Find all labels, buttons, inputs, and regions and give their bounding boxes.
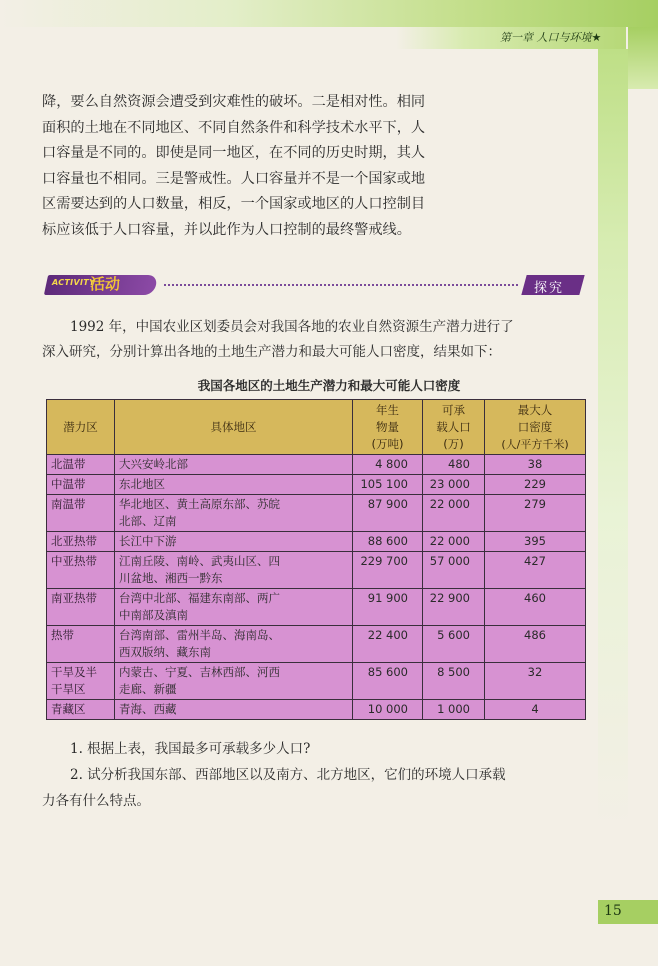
cell-biomass: 91 900 xyxy=(353,589,423,626)
questions xyxy=(42,736,602,814)
cell-zone xyxy=(47,700,115,720)
cell-zone-line: 干旱及半 xyxy=(51,665,97,679)
cell-biomass: 105 100 xyxy=(353,475,423,495)
cell-biomass: 87 900 xyxy=(353,495,423,532)
side-band xyxy=(598,49,628,829)
table-body xyxy=(47,455,586,720)
cell-area-line: 中南部及滇南 xyxy=(119,608,188,622)
cell-density: 229 xyxy=(485,475,586,495)
cell-density: 427 xyxy=(485,552,586,589)
header-zone: 潜力区 xyxy=(47,400,115,455)
cell-area xyxy=(115,475,353,495)
cell-area xyxy=(115,495,353,532)
cell-density: 279 xyxy=(485,495,586,532)
table-row xyxy=(47,552,586,589)
cell-area-line: 大兴安岭北部 xyxy=(119,457,188,471)
header-capacity-line: 载人口 xyxy=(436,419,471,434)
cell-biomass: 88 600 xyxy=(353,532,423,552)
table-row xyxy=(47,495,586,532)
cell-zone-line: 干旱区 xyxy=(51,682,86,696)
table-row xyxy=(47,663,586,700)
cell-area-line: 西双版纳、藏东南 xyxy=(119,645,211,659)
cell-density: 32 xyxy=(485,663,586,700)
cell-capacity: 22 900 xyxy=(423,589,485,626)
header-density-line: 口密度 xyxy=(517,419,553,434)
cell-zone-line: 青藏区 xyxy=(51,702,86,716)
cell-density: 460 xyxy=(485,589,586,626)
cell-area-line: 台湾南部、雷州半岛、海南岛、 xyxy=(119,628,280,642)
header-band xyxy=(0,0,658,27)
cell-capacity: 1 000 xyxy=(423,700,485,720)
activity-label-zh: 活动 xyxy=(90,275,121,293)
cell-capacity: 23 000 xyxy=(423,475,485,495)
table-row xyxy=(47,475,586,495)
paragraph-line: 口容量也不相同。三是警戒性。人口容量并不是一个国家或地 xyxy=(42,170,426,187)
cell-capacity: 57 000 xyxy=(423,552,485,589)
cell-area-line: 长江中下游 xyxy=(119,534,177,548)
intro-line: 深入研究，分别计算出各地的土地生产潜力和最大可能人口密度，结果如下： xyxy=(42,344,501,360)
cell-biomass: 4 800 xyxy=(353,455,423,475)
cell-zone-line: 南温带 xyxy=(51,497,86,511)
activity-tag: 探究 xyxy=(534,281,565,296)
cell-area-line: 内蒙古、宁夏、吉林西部、河西 xyxy=(119,665,280,679)
table-row xyxy=(47,532,586,552)
cell-area xyxy=(115,589,353,626)
cell-zone xyxy=(47,626,115,663)
cell-area-line: 川盆地、湘西一黔东 xyxy=(119,571,223,585)
cell-area xyxy=(115,552,353,589)
cell-capacity: 5 600 xyxy=(423,626,485,663)
cell-capacity: 8 500 xyxy=(423,663,485,700)
paragraph-line: 标应该低于人口容量，并以此作为人口控制的最终警戒线。 xyxy=(42,221,411,238)
paragraph-line: 口容量是不同的。即使是同一地区，在不同的历史时期，其人 xyxy=(42,145,426,161)
cell-area-line: 东北地区 xyxy=(119,477,165,491)
cell-biomass: 229 700 xyxy=(353,552,423,589)
activity-banner xyxy=(46,272,586,298)
cell-area xyxy=(115,626,353,663)
cell-density: 38 xyxy=(485,455,586,475)
table-row xyxy=(47,700,586,720)
intro-line: 1992 年，中国农业区划委员会对我国各地的农业自然资源生产潜力进行了 xyxy=(70,319,514,335)
cell-zone xyxy=(47,455,115,475)
cell-density: 395 xyxy=(485,532,586,552)
cell-area-line: 台湾中北部、福建东南部、两广 xyxy=(119,591,280,605)
cell-zone xyxy=(47,475,115,495)
paragraph-line: 降，要么自然资源会遭受到灾难性的破坏。二是相对性。相同 xyxy=(42,94,426,110)
cell-area-line: 江南丘陵、南岭、武夷山区、四 xyxy=(119,554,280,568)
header-biomass-line: 物量 xyxy=(376,419,399,434)
table-header-row xyxy=(47,400,586,455)
cell-area xyxy=(115,663,353,700)
cell-biomass: 22 400 xyxy=(353,626,423,663)
cell-zone xyxy=(47,532,115,552)
corner-band xyxy=(628,27,658,89)
activity-label-en: ACTIVITY xyxy=(52,278,96,287)
header-capacity xyxy=(423,400,485,455)
cell-area xyxy=(115,455,353,475)
cell-capacity: 480 xyxy=(423,455,485,475)
cell-biomass: 85 600 xyxy=(353,663,423,700)
paragraph-line: 区需要达到的人口数量，相反，一个国家或地区的人口控制目 xyxy=(42,196,426,212)
cell-capacity: 22 000 xyxy=(423,495,485,532)
cell-zone-line: 热带 xyxy=(51,628,74,642)
activity-intro xyxy=(42,315,602,365)
cell-zone xyxy=(47,495,115,532)
cell-zone-line: 中温带 xyxy=(51,477,86,491)
paragraph-line: 面积的土地在不同地区、不同自然条件和科学技术水平下，人 xyxy=(42,119,426,136)
table-title: 我国各地区的土地生产潜力和最大可能人口密度 xyxy=(197,378,461,393)
cell-zone xyxy=(47,663,115,700)
cell-zone xyxy=(47,552,115,589)
cell-zone-line: 北亚热带 xyxy=(51,534,97,548)
activity-divider xyxy=(164,284,518,286)
table-row xyxy=(47,589,586,626)
header-biomass-line: (万吨) xyxy=(371,436,404,451)
cell-area-line: 走廊、新疆 xyxy=(119,682,177,696)
header-density xyxy=(485,400,586,455)
table-row xyxy=(47,626,586,663)
chapter-header: 第一章 人口与环境★ xyxy=(500,31,602,44)
cell-density: 4 xyxy=(485,700,586,720)
header-capacity-line: (万) xyxy=(443,436,464,451)
question-line: 力各有什么特点。 xyxy=(42,793,150,809)
potential-table xyxy=(46,399,586,720)
header-density-line: 最大人 xyxy=(517,402,553,417)
cell-zone-line: 南亚热带 xyxy=(51,591,97,605)
cell-area xyxy=(115,532,353,552)
cell-capacity: 22 000 xyxy=(423,532,485,552)
cell-area xyxy=(115,700,353,720)
page-number: 15 xyxy=(604,903,622,919)
cell-density: 486 xyxy=(485,626,586,663)
cell-zone-line: 中亚热带 xyxy=(51,554,97,568)
cell-area-line: 北部、辽南 xyxy=(119,514,177,528)
cell-area-line: 华北地区、黄土高原东部、苏皖 xyxy=(119,497,280,511)
cell-zone xyxy=(47,589,115,626)
cell-biomass: 10 000 xyxy=(353,700,423,720)
header-capacity-line: 可承 xyxy=(442,402,465,417)
header-biomass xyxy=(353,400,423,455)
body-paragraph xyxy=(42,90,482,243)
header-biomass-line: 年生 xyxy=(376,402,399,417)
table-row xyxy=(47,455,586,475)
cell-area-line: 青海、西藏 xyxy=(119,702,177,716)
header-density-line: (人/平方千米) xyxy=(501,437,569,451)
question-line: 2. 试分析我国东部、西部地区以及南方、北方地区，它们的环境人口承载 xyxy=(70,767,506,783)
cell-zone-line: 北温带 xyxy=(51,457,86,471)
question-line: 1. 根据上表，我国最多可承载多少人口? xyxy=(70,741,311,757)
header-area: 具体地区 xyxy=(115,400,353,455)
